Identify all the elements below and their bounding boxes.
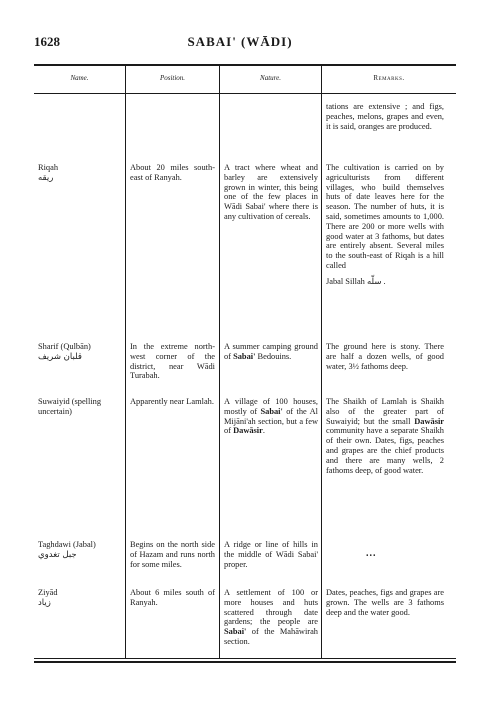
position-ziyad: About 6 miles south of Ranyah.	[130, 588, 215, 607]
position-suwaiyid: Apparently near Lamlah.	[130, 397, 214, 406]
tribe-name: Dawāsir	[414, 416, 444, 426]
tribe-name: Dawāsir	[233, 426, 263, 436]
nature-riqah: A tract where wheat and barley are extensively grown in winter, this being one of the few places in Wādi Sabai' where there is any cultivation of cereals.	[224, 163, 318, 221]
tribe-name: Sabai'	[260, 406, 283, 416]
remarks-text: The Shaikh of Lamlah is Shaikh also of the greater part of Suwaiyid; but the small	[326, 397, 444, 426]
column-header-position: Position.	[159, 74, 186, 82]
column-header-remarks: Remarks.	[373, 74, 405, 82]
position-sharif: In the extreme north-west corner of the district, near Wādi Turabah.	[130, 342, 215, 381]
nature-suwaiyid	[224, 397, 318, 436]
name-arabic: جبل تغدوي	[38, 549, 77, 560]
nature-text: of the Al Mijāni'ah section, but a few of	[224, 406, 319, 436]
remarks-riqah: The cultivation is carried on by agriculturists from different villages, who build themselves huts of date leaves here for the season. The number of huts, it is said, sometimes amounts to 1,000. There are 200 or more wells with good water at 3 fathoms, but dates are entirely absent. Several miles to the south-east of Riqah is a hill called Jabal Sillah سلّه .	[326, 163, 444, 287]
name-arabic: زياد	[38, 597, 51, 608]
header-rule	[34, 93, 456, 94]
table-top-rule	[34, 64, 456, 66]
nature-text: A village of 100 houses, mostly of	[224, 397, 318, 416]
column-divider-3	[321, 64, 322, 658]
table-bottom-rule	[34, 658, 456, 659]
column-divider-1	[125, 64, 126, 658]
name-arabic: ريقه	[38, 172, 54, 183]
remarks-ziyad: Dates, peaches, figs and grapes are grown. The wells are 3 fathoms deep and the water good.	[326, 588, 444, 617]
column-header-name: Name.	[70, 74, 89, 82]
remarks-text: community have a separate Shaikh of their own. Dates, figs, peaches and grapes are the chief products and there are many wells, 2 fathoms deep, of good water.	[326, 426, 444, 475]
entry-name-riqah	[38, 163, 122, 183]
name-arabic: قلبان شريف	[38, 351, 82, 362]
entry-name-suwaiyid: Suwaiyid (spelling uncertain)	[38, 397, 102, 416]
position-riqah: About 20 miles south-east of Ranyah.	[130, 163, 215, 182]
tribe-name: Sabai'	[224, 627, 247, 637]
remarks-continuation: tations are extensive ; and figs, peaches, melons, grapes and even, it is said, oranges are produced.	[326, 102, 444, 131]
entry-name-sharif	[38, 342, 122, 362]
jabal-sillah-label: Jabal Sillah	[326, 276, 365, 286]
table-bottom-rule-thick	[34, 661, 456, 663]
column-header-nature: Nature.	[260, 74, 281, 82]
remarks-sharif: The ground here is stony. There are half a dozen wells, of good water, 3½ fathoms deep.	[326, 342, 444, 371]
entry-name-ziyad	[38, 588, 122, 608]
column-divider-2	[219, 64, 220, 658]
entry-name-taghdawi	[38, 540, 124, 560]
remarks-riqah-text: The cultivation is carried on by agriculturists from different villages, who build themselves huts of date leaves here for the season. The number of huts, it is said, sometimes amounts to 1,000. There are 200 or more wells with good water at 3 fathoms, but dates are entirely absent. Several miles to the south-east of Riqah is a hill called	[326, 163, 444, 270]
remarks-taghdawi-ellipsis: ...	[366, 548, 377, 559]
remarks-suwaiyid	[326, 397, 444, 475]
nature-text: Bedouins.	[255, 351, 292, 361]
name-latin: Ziyād	[38, 588, 58, 597]
page-number: 1628	[34, 34, 60, 49]
nature-ziyad	[224, 588, 318, 647]
name-latin: Taghdawi (Jabal)	[38, 540, 96, 549]
tribe-name: Sabai'	[233, 351, 256, 361]
nature-sharif	[224, 342, 318, 362]
position-taghdawi: Begins on the north side of Hazam and runs north for some miles.	[130, 540, 215, 569]
name-latin: Riqah	[38, 163, 59, 172]
nature-text: of the Mahāwirah section.	[224, 627, 318, 646]
nature-text: A summer camping ground of	[224, 342, 318, 361]
nature-text: A settlement of 100 or more houses and huts scattered through date gardens; the people are	[224, 588, 318, 627]
name-latin: Sharif (Qulbān)	[38, 342, 91, 351]
page-title: SABAI' (WĀDI)	[187, 34, 293, 49]
jabal-sillah-arabic: سلّه	[366, 276, 382, 287]
nature-taghdawi: A ridge or line of hills in the middle of Wādi Sabai' proper.	[224, 540, 318, 569]
nature-text: .	[262, 426, 265, 436]
